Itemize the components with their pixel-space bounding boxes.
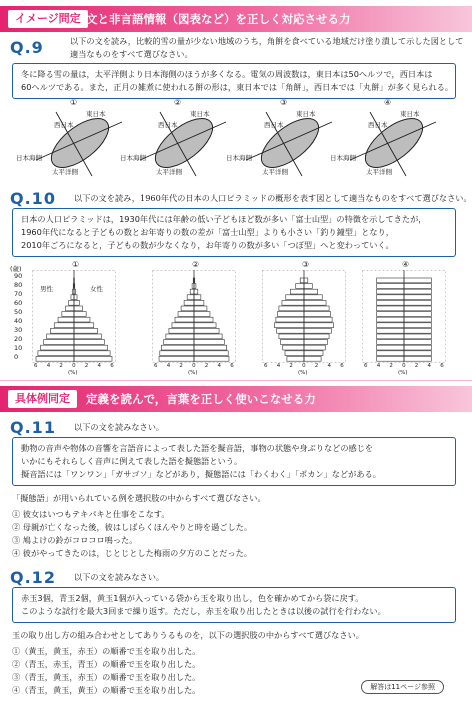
pyramid-bar [71,295,74,300]
pyramid-bar [304,323,334,328]
age-tick: 50 [14,308,23,316]
pyramid-bar [66,306,74,311]
pyramid-bar [377,323,404,328]
age-tick: 90 [14,272,23,280]
question-prompt: 玉の取り出し方の組み合わせとしてありうるものを，以下の選択肢の中からすべて選びなさい。 [12,630,364,640]
pyramid-bar [287,356,304,361]
age-tick: 10 [14,344,23,352]
percent-tick: 4 [166,363,171,369]
pyramid-bar [44,340,74,345]
pyramid-bar [74,317,90,322]
percent-tick: 6 [34,363,38,369]
pyramid-bar [36,356,74,361]
pyramid-bar [74,300,79,305]
divider [0,380,472,381]
pyramid-figure [8,260,118,378]
choice-number: ③ [302,260,310,269]
percent-tick: 4 [376,363,381,369]
pyramid-figure [144,260,242,378]
option: ④ 彼がやってきたのは，じとじとした梅雨の夕方のことだった。 [12,548,253,558]
question-number: Q.9 [10,38,44,57]
pyramid-bar [404,306,431,311]
pyramid-bar [377,345,404,350]
section-tag: 具体例同定 [8,390,77,408]
choice-number: ④ [384,98,392,107]
pyramid-bar [164,340,194,345]
percent-unit: (%) [188,370,198,376]
pyramid-bar [304,328,331,333]
pyramid-bar [404,289,431,294]
pyramid-bar [74,340,104,345]
pyramid-bar [404,323,431,328]
pyramid-bar [304,351,323,356]
percent-tick: 2 [59,363,63,369]
pyramid-bar [172,323,194,328]
percent-tick: 2 [314,363,319,369]
age-tick: 0 [14,353,19,361]
pyramid-bar [377,317,404,322]
age-axis-unit: (歳) [10,265,22,273]
option: ③ 鳩よけの鈴がコロコロ鳴った。 [12,535,138,545]
percent-unit: (%) [298,370,308,376]
region-label: 太平洋側 [156,168,182,176]
question-text: 以下の文を読み，1960年代の日本の人口ピラミッドの概形を表す図として適当なものをすべて選びなさい。 [74,193,472,203]
pyramid-bar [404,356,431,361]
pyramid-bar [404,300,431,305]
percent-tick: 4 [276,363,281,369]
question-number: Q.12 [10,568,56,587]
region-label: 日本海側 [330,154,356,162]
pyramid-bar [194,300,204,305]
pyramid-bar [282,300,304,305]
pyramid-bar [377,312,404,317]
percent-tick: 6 [154,363,158,369]
pyramid-bar [285,351,304,356]
pyramid-bar [159,356,194,361]
pyramid-bar [50,328,74,333]
pyramid-bar [286,295,304,300]
pyramid-bar [194,295,201,300]
pyramid-bar [194,340,224,345]
percent-tick: 2 [414,363,419,369]
percent-tick: 6 [110,363,114,369]
pyramid-figure [254,260,352,378]
pyramid-bar [404,328,431,333]
choice-number: ② [192,260,200,269]
pyramid-bar [404,295,431,300]
pyramid-bar [296,284,304,289]
pyramid-bar [181,306,194,311]
pyramid-bar [377,289,404,294]
pyramid-bar [377,328,404,333]
pyramid-bar [38,351,74,356]
answer-reference-badge: 解答は11ページ参照 [361,680,444,694]
pyramid-bar [74,334,101,339]
pyramid-bar [304,340,328,345]
option: ①（黄玉，黄玉，赤玉）の順番で玉を取り出した。 [12,646,201,656]
percent-tick: 0 [402,363,406,369]
section-header-image [0,6,472,32]
pyramid-bar [187,295,194,300]
map-diagram [16,98,126,180]
pyramid-bar [169,328,194,333]
choice-number: ④ [402,260,410,269]
pyramid-bar [194,323,216,328]
region-label: 日本海側 [226,154,252,162]
region-label: 東日本 [400,110,420,118]
pyramid-bar [300,278,304,283]
pyramid-bar [304,295,322,300]
percent-tick: 0 [72,363,76,369]
age-tick: 60 [14,299,23,307]
pyramid-bar [304,300,326,305]
pyramid-bar [74,345,107,350]
percent-tick: 4 [327,363,331,369]
pyramid-bar [194,334,222,339]
pyramid-bar [194,306,207,311]
pyramid-bar [74,351,110,356]
pyramid-bar [304,278,308,283]
percent-tick: 4 [217,363,221,369]
pyramid-bar [377,351,404,356]
section-title: 定義を読んで，言葉を正しく使いこなせる力 [86,392,316,406]
option: ③（青玉，黄玉，赤玉）の順番で玉を取り出した。 [12,672,201,682]
percent-unit: (%) [68,370,78,376]
pyramid-bar [304,317,332,322]
passage-box: 日本の人口ピラミッドは，1930年代には年齢の低い子どもほど数が多い「富士山型」の特徴を示してきたが， 1960年代になると子どもの数とお年寄りの数の差が「富士山型」よりも小さい「釣り鐘型」となり， 2010年ごろになると，子どもの数が少なくなり，お年寄りの数が多い「つぼ型」へと変わっていく。 [12,208,456,257]
pyramid-bar [279,334,304,339]
pyramid-bar [74,312,86,317]
option: ② 母親が亡くなった後，彼はしばらくほんやりと時を過ごした。 [12,522,253,532]
pyramid-bar [280,340,304,345]
pyramid-bar [404,340,431,345]
region-label: 太平洋側 [262,168,288,176]
question-number: Q.11 [10,418,56,437]
region-label: 西日本 [54,121,74,129]
pyramid-bar [377,284,404,289]
age-tick: 70 [14,290,23,298]
male-label: 男性 [40,285,53,293]
pyramid-bar [54,323,74,328]
passage-box: 赤玉3個，青玉2個，黄玉1個が入っている袋から玉を取り出し，色を確かめてから袋に戻す。 このような試行を最大3回まで繰り返す。ただし，赤玉を取り出したときは以後の試行を行わない。 [12,587,456,623]
pyramid-bar [74,323,94,328]
percent-tick: 4 [46,363,51,369]
percent-unit: (%) [398,370,408,376]
choice-number: ② [174,98,182,107]
percent-tick: 2 [289,363,293,369]
percent-tick: 6 [264,363,268,369]
pyramid-bar [74,295,77,300]
pyramid-bar [404,284,431,289]
pyramid-bar [304,284,312,289]
question-text: 以下の文を読みなさい。 [74,422,165,432]
pyramid-bar [194,356,229,361]
pyramid-bar [404,351,431,356]
pyramid-bar [194,351,228,356]
pyramid-bar [377,300,404,305]
pyramid-bar [404,345,431,350]
pyramid-bar [69,300,74,305]
pyramid-bar [377,340,404,345]
pyramid-bar [404,312,431,317]
pyramid-bar [377,295,404,300]
pyramid-bar [41,345,74,350]
pyramid-bar [190,289,194,294]
percent-tick: 0 [192,363,196,369]
percent-tick: 2 [84,363,89,369]
region-label: 東日本 [190,110,210,118]
pyramid-bar [160,351,194,356]
pyramid-bar [283,345,304,350]
percent-tick: 4 [427,363,431,369]
pyramid-bar [194,289,198,294]
pyramid-bar [377,334,404,339]
map-diagram [330,98,440,180]
pyramid-bar [194,312,210,317]
pyramid-bar [304,306,329,311]
pyramid-bar [304,334,329,339]
pyramid-bar [304,345,325,350]
region-label: 東日本 [86,110,106,118]
age-tick: 30 [14,326,23,334]
percent-tick: 6 [364,363,368,369]
pyramid-bar [74,328,98,333]
question-text: 以下の文を読み，比較的雪の量が少ない地域のうち，角餅を食べている地域だけ塗り潰して示した図として 適当なものをすべて選びなさい。 [70,36,464,59]
region-label: 日本海側 [120,154,146,162]
percent-tick: 6 [230,363,234,369]
choice-number: ① [72,260,80,269]
pyramid-bar [194,345,227,350]
pyramid-bar [276,317,304,322]
choice-number: ① [70,98,78,107]
pyramid-bar [304,356,321,361]
section-tag: イメージ問定 [8,10,88,28]
pyramid-bar [304,289,318,294]
pyramid-bar [184,300,194,305]
pyramid-bar [47,334,74,339]
pyramid-bar [62,312,74,317]
percent-tick: 6 [440,363,444,369]
pyramid-bar [58,317,74,322]
section-title: 文と非言語情報（図表など）を正しく対応させる力 [86,12,351,26]
pyramid-bar [404,317,431,322]
percent-tick: 6 [340,363,344,369]
pyramid-bar [74,356,112,361]
region-label: 太平洋側 [52,168,78,176]
question-prompt: 「擬態語」が用いられている例を選択肢の中からすべて選びなさい。 [12,493,266,503]
pyramid-bar [274,323,304,328]
pyramid-bar [404,278,431,283]
pyramid-bar [377,278,404,283]
percent-tick: 2 [204,363,209,369]
question-text: 以下の文を読みなさい。 [74,572,165,582]
region-label: 太平洋側 [366,168,392,176]
question-number: Q.10 [10,189,56,208]
percent-tick: 2 [179,363,183,369]
region-label: 日本海側 [16,154,42,162]
pyramid-bar [377,306,404,311]
pyramid-bar [277,312,304,317]
age-tick: 40 [14,317,23,325]
female-label: 女性 [90,285,103,293]
pyramid-bar [279,306,304,311]
map-diagram [226,98,336,180]
pyramid-bar [166,334,194,339]
percent-tick: 4 [97,363,101,369]
section-header-example [0,386,472,412]
pyramid-bar [161,345,194,350]
region-label: 東日本 [296,110,316,118]
percent-tick: 2 [389,363,393,369]
age-tick: 20 [14,335,23,343]
pyramid-figure [354,260,452,378]
region-label: 西日本 [368,121,388,129]
pyramid-bar [175,317,194,322]
passage-box: 冬に降る雪の量は，太平洋側より日本海側のほうが多くなる。電気の周波数は，東日本は50ヘルツで，西日本は 60ヘルツである。また，正月の雑煮に使われる餅の形は，東日本では「角餅」，西日本では「丸餅」が多く見られる。 [12,63,456,99]
option: ① 彼女はいつもテキパキと仕事をこなす。 [12,509,170,519]
pyramid-bar [304,312,331,317]
pyramid-bar [290,289,304,294]
pyramid-bar [377,356,404,361]
age-tick: 80 [14,281,23,289]
percent-tick: 0 [302,363,306,369]
map-diagram [120,98,230,180]
region-label: 西日本 [158,121,178,129]
region-label: 西日本 [264,121,284,129]
passage-box: 動物の音声や物体の音響を言語音によって表した語を擬音語，事物の状態や身ぶりなどの感じを いかにもそれらしく音声に例えて表した語を擬態語という。 擬音語には「ワンワン」「ガサゴソ」などがあり，擬態語には「わくわく」「ポカン」などがある。 [12,437,456,486]
pyramid-bar [178,312,194,317]
pyramid-bar [277,328,304,333]
option: ②（青玉，赤玉，青玉）の順番で玉を取り出した。 [12,659,201,669]
option: ④（青玉，黄玉，黄玉）の順番で玉を取り出した。 [12,685,201,695]
pyramid-bar [404,334,431,339]
pyramid-bar [74,306,82,311]
pyramid-bar [194,317,213,322]
choice-number: ③ [280,98,288,107]
pyramid-bar [194,328,219,333]
